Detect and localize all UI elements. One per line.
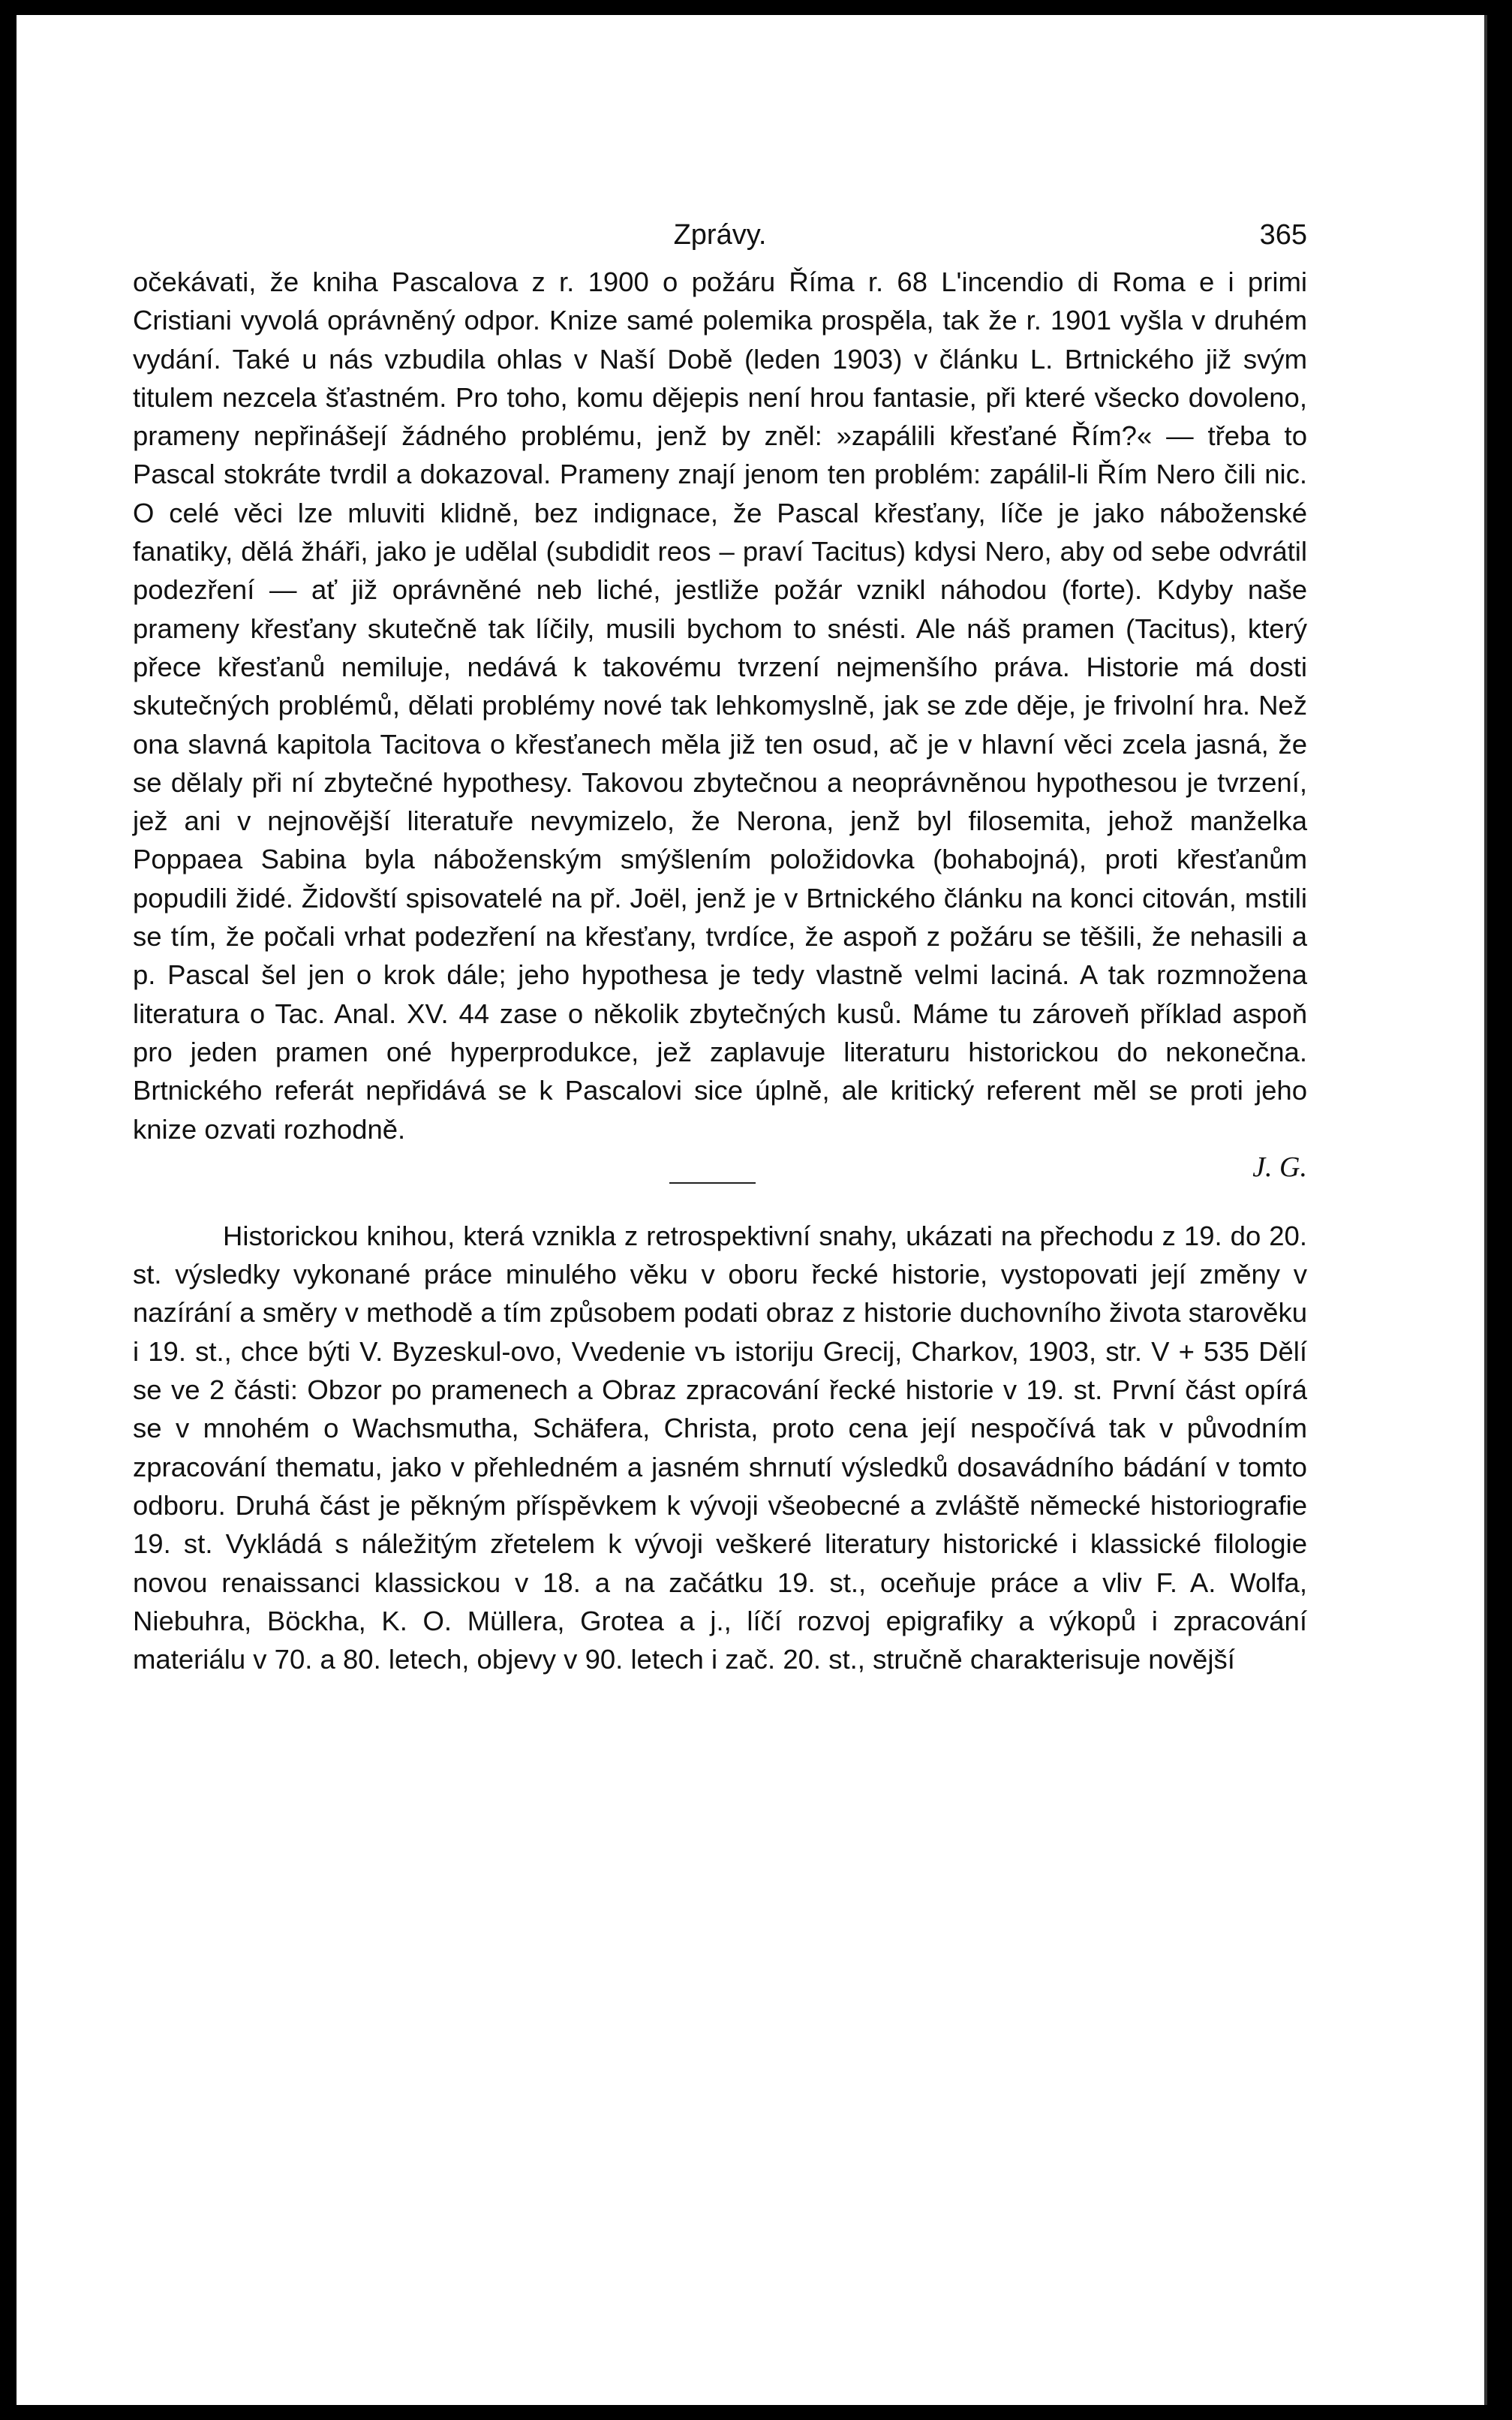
section-divider: [669, 1182, 756, 1184]
author-initials: J. G.: [1252, 1151, 1307, 1183]
right-edge-scan-mark: [1484, 15, 1487, 2405]
scanned-page: [17, 15, 1487, 2405]
section-title: Zprávy.: [673, 219, 767, 251]
page-number: 365: [1259, 219, 1307, 251]
paragraph-pascal-review: očekávati, že kniha Pascalova z r. 1900 o požáru Říma r. 68 L'incendio di Roma e i primi Cristiani vyvolá oprávněný odpor. Knize samé polemika prospěla, tak že r. 1901 vyšla v druhém vydání. Také u nás vzbudila ohlas v Naší Době (leden 1903) v článku L. Brtnického již svým titulem nezcela šťastném. Pro toho, komu dějepis není hrou fantasie, při které všecko dovoleno, prameny nepřinášejí žádného problému, jenž by zněl: »zapálili křesťané Řím?« — třeba to Pascal stokráte tvrdil a dokazoval. Prameny znají jenom ten problém: zapálil-li Řím Nero čili nic. O celé věci lze mluviti klidně, bez indignace, že Pascal křesťany, líče je jako náboženské fanatiky, dělá žháři, jako je udělal (subdidit reos – praví Tacitus) kdysi Nero, aby od sebe odvrátil podezření — ať již oprávněné neb liché, jestliže požár vznikl náhodou (forte). Kdyby naše prameny křesťany skutečně tak líčily, musili bychom to snésti. Ale náš pramen (Tacitus), který přece křesťanů nemiluje, nedává k takovému tvrzení nejmenšího práva. Historie má dosti skutečných problémů, dělati problémy nové tak lehkomyslně, jak se zde děje, je frivolní hra. Než ona slavná kapitola Tacitova o křesťanech měla již ten osud, ač je v hlavní věci zcela jasná, že se dělaly při ní zbytečné hypothesy. Takovou zbytečnou a neoprávněnou hypothesou je tvrzení, jež ani v nejnovější literatuře nevymizelo, že Nerona, jenž byl filosemita, jehož manželka Poppaea Sabina byla náboženským smýšlením položidovka (bohabojná), proti křesťanům popudili židé. Židovští spisovatelé na př. Joël, jenž je v Brtnického článku na konci citován, mstili se tím, že počali vrhat podezření na křesťany, tvrdíce, že aspoň z požáru se těšili, že nehasili a p. Pascal šel jen o krok dále; jeho hypothesa je tedy vlastně velmi laciná. A tak rozmnožena literatura o Tac. Anal. XV. 44 zase o několik zbytečných kusů. Máme tu zároveň příklad aspoň pro jeden pramen oné hyperprodukce, jež zaplavuje literaturu historickou do nekonečna. Brtnického referát nepřidává se k Pascalovi sice úplně, ale kritický referent měl se proti jeho knize ozvati rozhodně.: [133, 266, 1307, 1145]
paragraph-byzeskul-review: Historickou knihou, která vznikla z retrospektivní snahy, ukázati na přechodu z 19. do 20. st. výsledky vykonané práce minulého věku v oboru řecké historie, vystopovati její změny v nazírání a směry v methodě a tím způsobem podati obraz z historie duchovního života starověku i 19. st., chce býti V. Byzeskul-ovo, Vvedenie vъ istoriju Grecij, Charkov, 1903, str. V + 535 Dělí se ve 2 části: Obzor po pramenech a Obraz zpracování řecké historie v 19. st. První část opírá se v mnohém o Wachsmutha, Schäfera, Christa, proto cena její nespočívá tak v původním zpracování thematu, jako v přehledném a jasném shrnutí výsledků dosavádního bádání v tomto odboru. Druhá část je pěkným příspěvkem k vývoji všeobecné a zvláště německé historiografie 19. st. Vykládá s náležitým zřetelem k vývoji veškeré literatury historické i klassické filologie novou renaissanci klassickou v 18. a na začátku 19. st., oceňuje práce a vliv F. A. Wolfa, Niebuhra, Böckha, K. O. Müllera, Grotea a j., líčí rozvoj epigrafiky a výkopů i zpracování materiálu v 70. a 80. letech, objevy v 90. letech i zač. 20. st., stručně charakterisuje novější: [133, 1220, 1307, 1675]
text-body: [133, 263, 1307, 1678]
section-divider-row: [133, 1187, 1307, 1217]
signature-line: [133, 1148, 1307, 1187]
